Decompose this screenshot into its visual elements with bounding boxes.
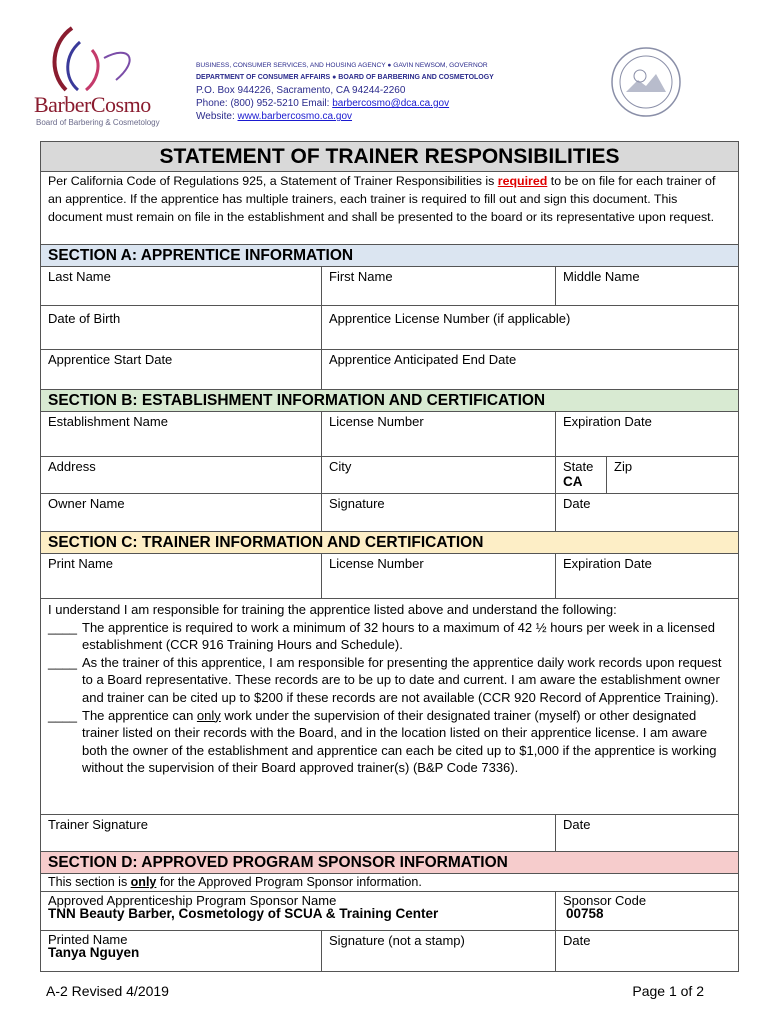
contact-line — [196, 97, 494, 110]
sponsor-name-value: TNN Beauty Barber, Cosmetology of SCUA & Training Center — [48, 906, 439, 921]
section-c-row-1 — [41, 554, 738, 599]
section-d-row-1 — [41, 892, 738, 931]
email-link[interactable]: barbercosmo@dca.ca.gov — [332, 98, 450, 109]
intro-text-pre: Per California Code of Regulations 925, a Statement of Trainer Responsibilities is — [48, 174, 498, 188]
last-name-field[interactable]: Last Name — [41, 267, 322, 305]
logo-subtitle: Board of Barbering & Cosmetology — [36, 118, 160, 127]
intro-paragraph — [41, 172, 738, 245]
phone-label: Phone: (800) 952-5210 Email: — [196, 98, 330, 109]
page-number: Page 1 of 2 — [632, 983, 704, 999]
establishment-name-field[interactable]: Establishment Name — [41, 412, 322, 456]
first-name-field[interactable]: First Name — [322, 267, 556, 305]
form-title: STATEMENT OF TRAINER RESPONSIBILITIES — [41, 142, 738, 172]
trainer-date-field[interactable]: Date — [563, 817, 591, 832]
section-a-row-3 — [41, 350, 738, 390]
acknowledgement-item-1 — [48, 619, 732, 654]
owner-date-field[interactable]: Date — [563, 496, 591, 511]
revision-label: A-2 Revised 4/2019 — [46, 983, 169, 999]
website-link[interactable]: www.barbercosmo.ca.gov — [237, 111, 353, 122]
section-a-row-2 — [41, 306, 738, 350]
section-b-row-2 — [41, 457, 738, 494]
printed-name-value: Tanya Nguyen — [48, 945, 140, 960]
apprentice-start-date-field[interactable]: Apprentice Start Date — [41, 350, 322, 389]
sponsor-name-label: Approved Apprenticeship Program Sponsor Name — [48, 893, 337, 908]
section-d-row-2 — [41, 931, 738, 971]
initial-blank-1[interactable]: ____ — [48, 619, 77, 635]
item3-post: work under the supervision of their designated trainer (myself) or other designated trainer listed on their records with the Board, and in the location listed on their apprentice license. I am aware both the owner of the establishment and apprentice can each be cited up to $1,000 if the apprentice is working without the supervision of their Board approved trainer(s) (B&P Code 7336). — [82, 707, 717, 776]
california-seal-icon — [610, 46, 682, 118]
acknowledgement-text-1: The apprentice is required to work a minimum of 32 hours to a maximum of 42 ½ hours per week in a licensed establishment (CCR 916 Training Hours and Schedule). — [82, 619, 715, 653]
note-only: only — [130, 875, 157, 889]
sponsor-code-value: 00758 — [566, 906, 604, 921]
website-line — [196, 110, 494, 123]
section-a-row-1 — [41, 267, 738, 306]
zip-field[interactable]: Zip — [614, 459, 633, 474]
trainer-signature-field[interactable]: Trainer Signature — [41, 815, 556, 851]
agency-line: BUSINESS, CONSUMER SERVICES, AND HOUSING AGENCY ● GAVIN NEWSOM, GOVERNOR — [196, 62, 488, 69]
trainer-expiration-field[interactable]: Expiration Date — [563, 556, 652, 571]
city-field[interactable]: City — [322, 457, 556, 493]
state-field[interactable] — [556, 457, 607, 493]
required-emphasis: required — [497, 174, 548, 188]
section-b-row-1 — [41, 412, 738, 457]
section-a-header: SECTION A: APPRENTICE INFORMATION — [41, 245, 738, 267]
owner-name-field[interactable]: Owner Name — [41, 494, 322, 531]
initial-blank-3[interactable]: ____ — [48, 707, 77, 723]
trainer-print-name-field[interactable]: Print Name — [41, 554, 322, 598]
state-label: State — [563, 459, 594, 474]
item3-pre: The apprentice can — [82, 707, 197, 723]
department-line: DEPARTMENT OF CONSUMER AFFAIRS ● BOARD OF BARBERING AND COSMETOLOGY — [196, 74, 494, 81]
note-pre: This section is — [48, 875, 131, 889]
middle-name-field[interactable]: Middle Name — [563, 269, 640, 284]
state-value: CA — [563, 474, 583, 489]
section-d-note — [41, 874, 738, 892]
owner-signature-field[interactable]: Signature — [322, 494, 556, 531]
establishment-expiration-field[interactable]: Expiration Date — [563, 414, 652, 429]
printed-name-field[interactable] — [41, 931, 322, 971]
section-c-header: SECTION C: TRAINER INFORMATION AND CERTIFICATION — [41, 532, 738, 554]
note-post: for the Approved Program Sponsor information. — [156, 875, 422, 889]
initial-blank-2[interactable]: ____ — [48, 654, 77, 670]
trainer-license-field[interactable]: License Number — [322, 554, 556, 598]
section-b-header: SECTION B: ESTABLISHMENT INFORMATION AND CERTIFICATION — [41, 390, 738, 412]
acknowledgement-text-3 — [82, 707, 732, 777]
section-b-row-3 — [41, 494, 738, 532]
establishment-license-field[interactable]: License Number — [322, 412, 556, 456]
acknowledgement-text-2: As the trainer of this apprentice, I am responsible for presenting the apprentice daily work records upon request to a Board representative. These records are to be up to date and current. I am aware the establishment owner and trainer can be cited up to $200 if these records are not available (CCR 920 Record of Apprentice Training). — [82, 654, 722, 705]
intro-text-post: to be on file for each trainer of an apprentice. If the apprentice has multiple trainers, each trainer is required to fill out and sign this document. This document must remain on file in the establishment and shall be presented to the board or its representative upon request. — [48, 174, 716, 224]
section-c-row-sign — [41, 815, 738, 852]
address-field[interactable]: Address — [41, 457, 322, 493]
sponsor-signature-field[interactable]: Signature (not a stamp) — [322, 931, 556, 971]
sponsor-date-field[interactable]: Date — [563, 933, 591, 948]
acknowledgement-item-2 — [48, 654, 732, 707]
sponsor-name-field[interactable] — [41, 892, 556, 930]
printed-name-label: Printed Name — [48, 932, 128, 947]
apprentice-end-date-field[interactable]: Apprentice Anticipated End Date — [329, 352, 517, 367]
trainer-acknowledgement — [41, 599, 738, 815]
trainer-responsibilities-form — [40, 141, 739, 972]
sponsor-code-label: Sponsor Code — [563, 893, 647, 908]
item3-only: only — [196, 707, 221, 723]
sponsor-code-field[interactable] — [556, 892, 738, 930]
acknowledgement-item-3 — [48, 707, 732, 777]
acknowledgement-intro: I understand I am responsible for training the apprentice listed above and understand the following: — [48, 602, 617, 617]
agency-header — [196, 60, 494, 123]
date-of-birth-field[interactable]: Date of Birth — [41, 306, 322, 349]
section-d-header: SECTION D: APPROVED PROGRAM SPONSOR INFORMATION — [41, 852, 738, 874]
mailing-address: P.O. Box 944226, Sacramento, CA 94244-2260 — [196, 85, 406, 96]
logo-text: BarberCosmo — [34, 92, 151, 117]
website-label: Website: — [196, 111, 235, 122]
apprentice-license-field[interactable]: Apprentice License Number (if applicable) — [329, 311, 571, 326]
